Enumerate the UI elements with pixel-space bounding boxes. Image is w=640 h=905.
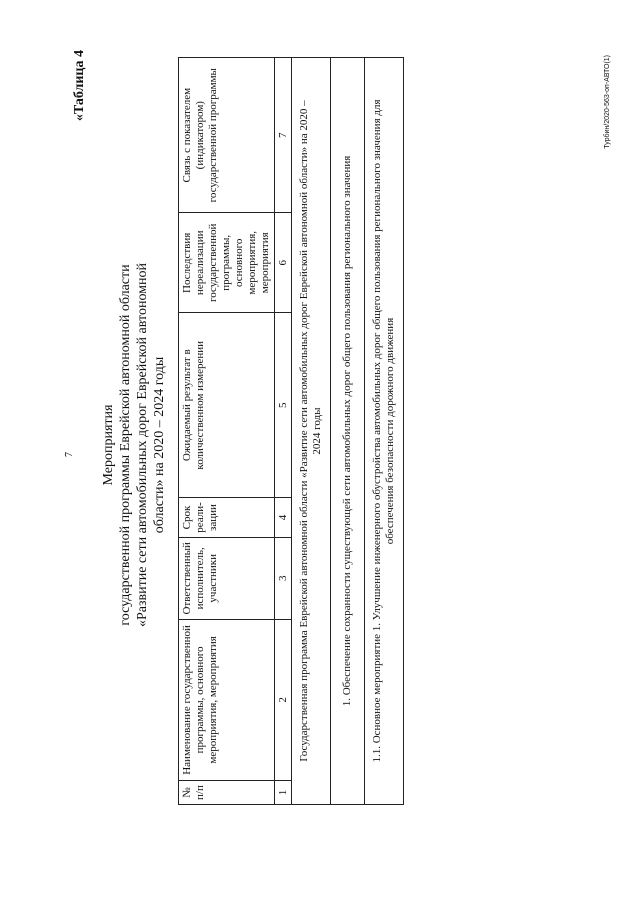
- header-term: Срок реализации: [179, 498, 275, 538]
- column-number: 2: [275, 619, 292, 780]
- program-row-text: Государственная программа Еврейской автономной области «Развитие сети автомобильных дорог Еврейской автономной области» на 2020 – 2024 годы: [292, 58, 331, 805]
- header-expected-result: Ожидаемый результат в количественном измерении: [179, 313, 275, 498]
- header-consequences: Последствия нереализации государственной программы, основного мероприятия, мероприятия: [179, 213, 275, 313]
- page-number: 7: [64, 452, 75, 457]
- section-row: [331, 58, 365, 805]
- column-number: 7: [275, 58, 292, 213]
- column-number: 1: [275, 781, 292, 805]
- section-row-text: 1. Обеспечение сохранности существующей сети автомобильных дорог общего пользования регионального значения: [331, 58, 365, 805]
- column-number: 4: [275, 498, 292, 538]
- title-line-2: государственной программы Еврейской автономной области: [118, 264, 133, 626]
- footer-code: Турбин/2020-563-оп-АВТО(1): [604, 55, 611, 149]
- title-line-4: области» на 2020 – 2024 годы: [152, 356, 167, 534]
- header-indicator-link: Связь с показателем (индикатором) государственной программы: [179, 58, 275, 213]
- activities-table: [178, 57, 404, 805]
- header-row: [179, 58, 275, 805]
- title-line-1: Мероприятия: [101, 404, 116, 486]
- column-number-row: [275, 58, 292, 805]
- document-title: [100, 235, 168, 655]
- header-name: Наименование государственной программы, основного мероприятия, мероприятия: [179, 619, 275, 780]
- header-number: № п/п: [179, 781, 275, 805]
- column-number: 3: [275, 537, 292, 619]
- table-label: «Таблица 4: [72, 50, 87, 122]
- main-activity-row: [365, 58, 404, 805]
- title-line-3: «Развитие сети автомобильных дорог Еврейской автономной: [135, 262, 150, 628]
- header-executor: Ответственный исполнитель, участники: [179, 537, 275, 619]
- main-activity-row-text: 1.1. Основное мероприятие 1. Улучшение инженерного обустройства автомобильных дорог общего пользования регионального значения для обеспечения безопасности дорожного движения: [365, 58, 404, 805]
- program-row: [292, 58, 331, 805]
- column-number: 6: [275, 213, 292, 313]
- column-number: 5: [275, 313, 292, 498]
